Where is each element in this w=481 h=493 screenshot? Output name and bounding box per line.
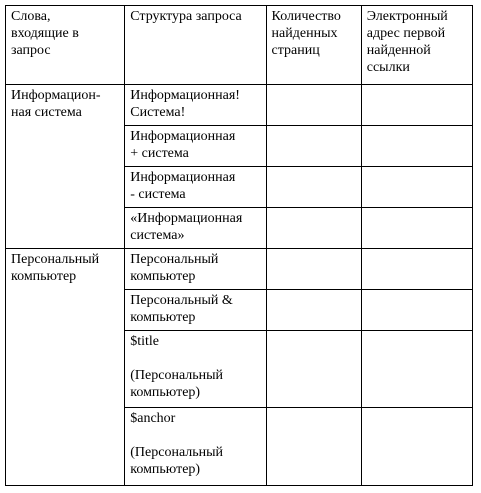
query-cell: Информационная! Система! [125,85,266,126]
first-link-cell [361,85,472,126]
pages-count-cell [266,331,361,408]
words-cell: Информацион- ная система [6,85,125,249]
first-link-cell [361,408,472,486]
pages-count-cell [266,208,361,249]
pages-count-cell [266,408,361,486]
query-cell: $title (Персональный компьютер) [125,331,266,408]
words-cell: Персональный компьютер [6,249,125,486]
query-cell: Персональный & компьютер [125,290,266,331]
pages-count-cell [266,290,361,331]
header-words: Слова, входящие в запрос [6,6,125,85]
header-row [6,6,473,85]
first-link-cell [361,167,472,208]
first-link-cell [361,290,472,331]
query-cell: $anchor (Персональный компьютер) [125,408,266,486]
first-link-cell [361,331,472,408]
pages-count-cell [266,85,361,126]
header-pages-count: Количество найденных страниц [266,6,361,85]
query-table [5,5,473,486]
first-link-cell [361,208,472,249]
header-query-structure: Структура запроса [125,6,266,85]
query-cell: «Информационная система» [125,208,266,249]
query-cell: Персональный компьютер [125,249,266,290]
first-link-cell [361,249,472,290]
table-row [6,85,473,126]
query-cell: Информационная + система [125,126,266,167]
query-cell: Информационная - система [125,167,266,208]
table-row [6,249,473,290]
header-first-link: Электронный адрес первой найденной ссылки [361,6,472,85]
pages-count-cell [266,167,361,208]
pages-count-cell [266,126,361,167]
first-link-cell [361,126,472,167]
pages-count-cell [266,249,361,290]
